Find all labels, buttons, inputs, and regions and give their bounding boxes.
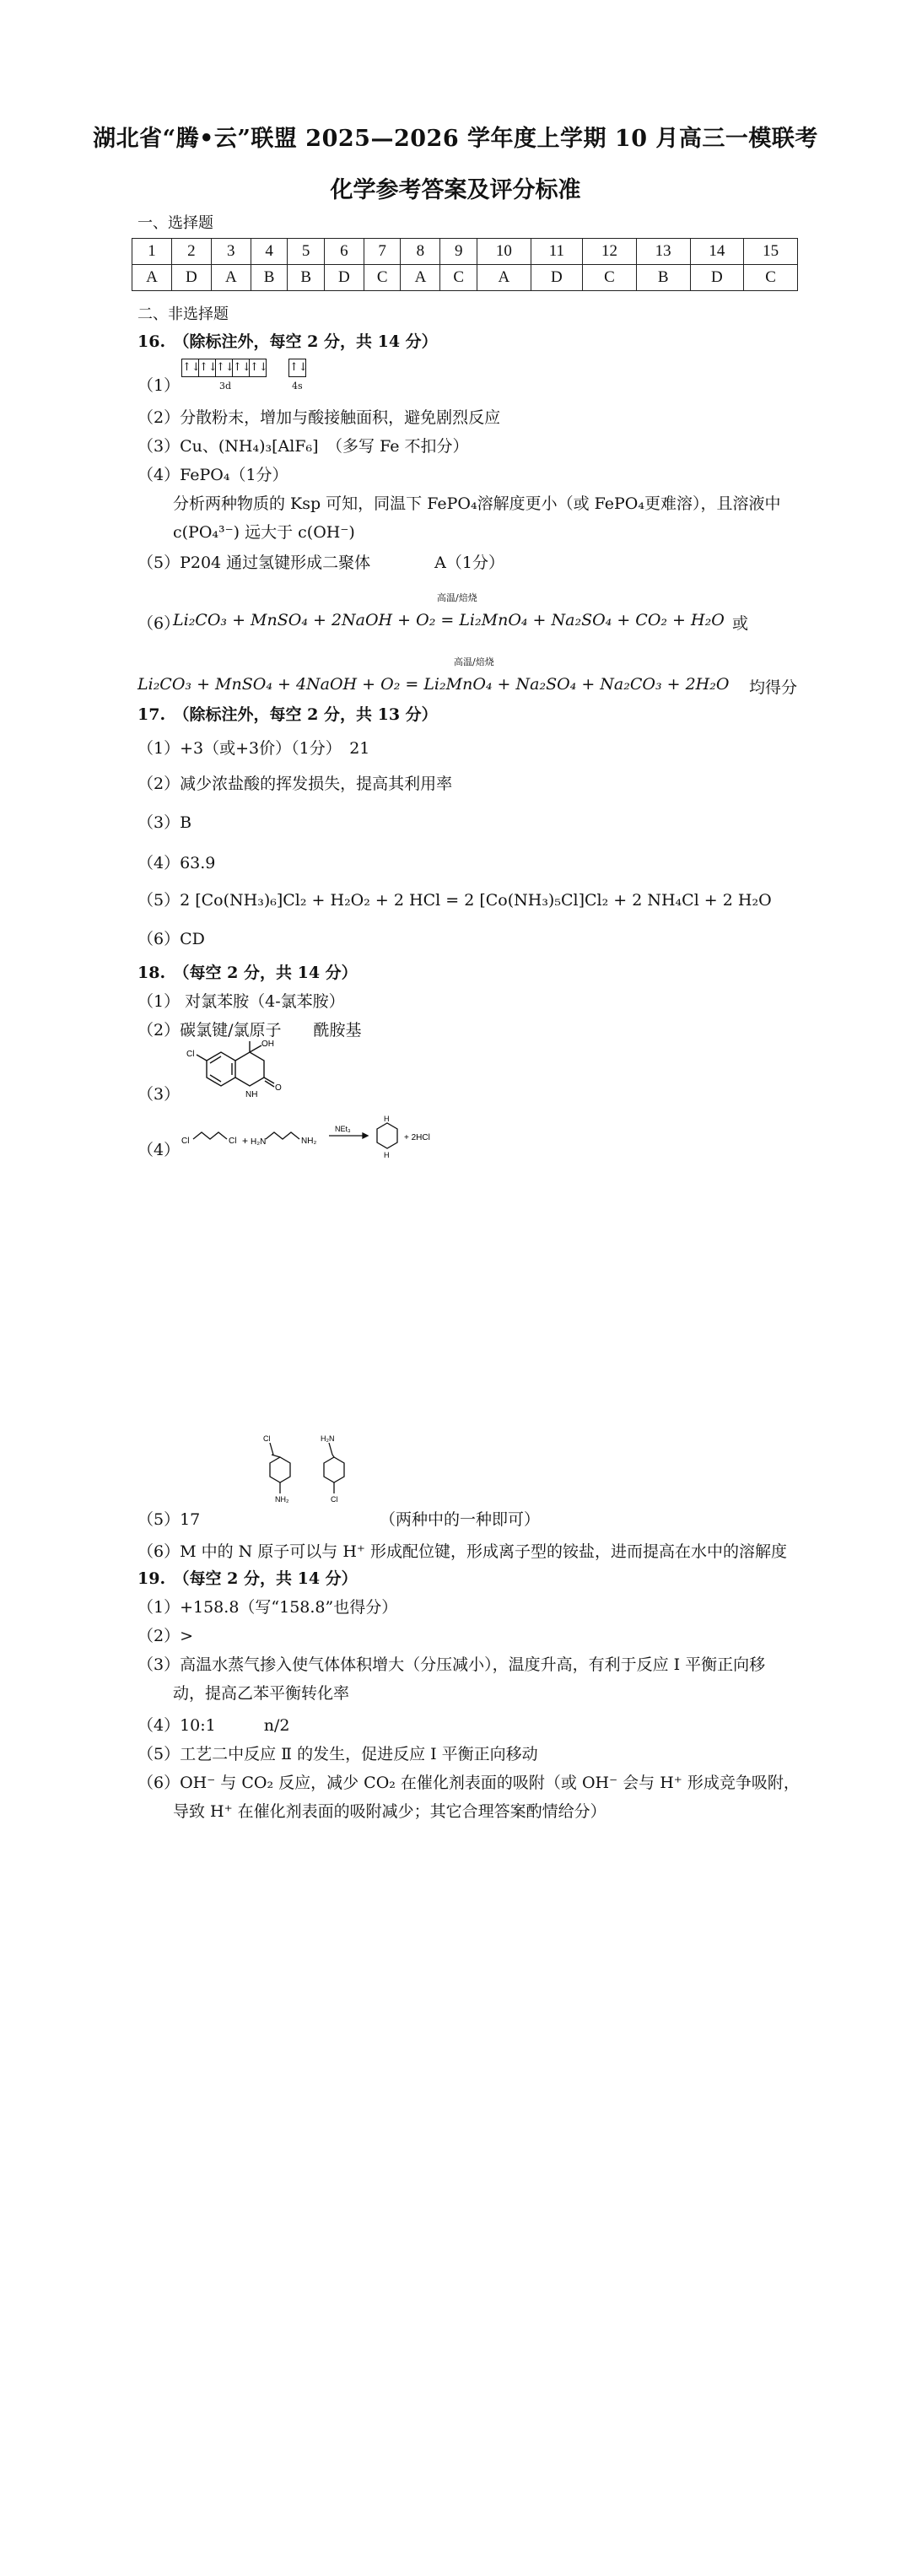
- question-number-cell: 6: [324, 239, 364, 265]
- orbital-3d-box: ↑↓: [181, 359, 199, 377]
- question-number-cell: 8: [401, 239, 440, 265]
- equation-2: Li₂CO₃ + MnSO₄ + 4NaOH + O₂ = Li₂MnO₄ + Na₂SO₄ + Na₂CO₃ + 2H₂O: [137, 675, 730, 694]
- svg-text:NH₂: NH₂: [275, 1495, 289, 1504]
- svg-text:H: H: [384, 1115, 390, 1123]
- orbital-3d-box: ↑↓: [249, 359, 267, 377]
- q16-part1-label: （1）: [137, 376, 181, 395]
- svg-text:NH: NH: [245, 1090, 258, 1099]
- rxn-condition: NEt₃: [335, 1125, 351, 1133]
- q16-part2: （2）分散粉末，增加与酸接触面积，避免剧烈反应: [137, 408, 501, 427]
- svg-text:H₂N: H₂N: [251, 1137, 267, 1147]
- svg-text:Cl: Cl: [186, 1050, 195, 1059]
- q19-part3b: 动，提高乙苯平衡转化率: [173, 1684, 350, 1703]
- isomer-structures: [253, 1434, 371, 1527]
- q19-part2: （2）>: [137, 1627, 194, 1645]
- question-number-cell: 4: [251, 239, 288, 265]
- answer-cell: A: [211, 265, 251, 291]
- q16-part4-note2: c(PO₄³⁻) 远大于 c(OH⁻): [173, 523, 355, 542]
- q18-part6: （6）M 中的 N 原子可以与 H⁺ 形成配位键，形成离子型的铵盐，进而提高在水中的溶解度: [137, 1542, 787, 1561]
- q18-header: 18. （每空 2 分，共 14 分）: [137, 964, 358, 982]
- q17-part5: （5）2 [Co(NH₃)₆]Cl₂ + H₂O₂ + 2 HCl = 2 [Co(NH₃)₅Cl]Cl₂ + 2 NH₄Cl + 2 H₂O: [137, 891, 772, 910]
- answer-cell: D: [324, 265, 364, 291]
- piperazine-reaction: [181, 1114, 451, 1164]
- q19-header: 19. （每空 2 分，共 14 分）: [137, 1569, 358, 1588]
- svg-text:Cl: Cl: [229, 1137, 237, 1146]
- answer-cell: B: [288, 265, 325, 291]
- q16-part4-note1: 分析两种物质的 Ksp 可知，同温下 FePO₄溶解度更小（或 FePO₄更难溶），且溶液中: [173, 494, 781, 513]
- q19-part6b: 导致 H⁺ 在催化剂表面的吸附减少；其它合理答案酌情给分）: [173, 1802, 606, 1821]
- q19-part4: （4）10:1 n/2: [137, 1716, 290, 1735]
- svg-text:Cl: Cl: [263, 1434, 271, 1443]
- question-number-cell: 13: [636, 239, 690, 265]
- question-number-row: [132, 239, 798, 265]
- orbital-3d-box: ↑↓: [215, 359, 233, 377]
- question-number-cell: 12: [583, 239, 637, 265]
- rxn-byproduct: + 2HCl: [404, 1133, 430, 1142]
- q16-header: 16. （除标注外，每空 2 分，共 14 分）: [137, 332, 438, 351]
- answer-cell: A: [477, 265, 531, 291]
- svg-text:Cl: Cl: [181, 1137, 190, 1146]
- q17-part1: （1）+3（或+3价）（1分） 21: [137, 739, 370, 758]
- answer-row: [132, 265, 798, 291]
- answer-cell: C: [583, 265, 637, 291]
- question-number-cell: 14: [690, 239, 744, 265]
- q17-part2: （2）减少浓盐酸的挥发损失，提高其利用率: [137, 775, 453, 793]
- quinolinone-structure: [181, 1040, 291, 1115]
- question-number-cell: 5: [288, 239, 325, 265]
- question-number-cell: 15: [744, 239, 798, 265]
- q19-part1: （1）+158.8（写“158.8”也得分）: [137, 1598, 398, 1617]
- orbital-4s-box: ↑↓: [288, 359, 306, 377]
- answer-cell: C: [744, 265, 798, 291]
- q19-part3a: （3）高温水蒸气掺入使气体体积增大（分压减小），温度升高，有利于反应 Ⅰ 平衡正向移: [137, 1655, 766, 1674]
- answer-cell: C: [440, 265, 477, 291]
- answer-cell: D: [531, 265, 582, 291]
- svg-text:Cl: Cl: [331, 1495, 338, 1504]
- question-number-cell: 1: [132, 239, 172, 265]
- answer-cell: B: [251, 265, 288, 291]
- svg-text:NH₂: NH₂: [301, 1137, 317, 1146]
- choice-answer-table: [132, 238, 798, 291]
- q19-part5: （5）工艺二中反应 Ⅱ 的发生，促进反应 Ⅰ 平衡正向移动: [137, 1745, 538, 1763]
- orbital-3d-box: ↑↓: [232, 359, 250, 377]
- q16-part4: （4）FePO₄（1分）: [137, 466, 288, 484]
- q17-part3: （3）B: [137, 813, 192, 832]
- q18-part5: （5）17: [137, 1510, 201, 1529]
- eq1-condition: 高温/焙烧: [437, 592, 477, 603]
- q17-header: 17. （除标注外，每空 2 分，共 13 分）: [137, 705, 438, 724]
- svg-text:OH: OH: [261, 1040, 274, 1049]
- q18-part1: （1） 对氯苯胺（4-氯苯胺）: [137, 992, 345, 1011]
- q18-part5-note: （两种中的一种即可）: [380, 1510, 541, 1529]
- q18-part2: （2）碳氯键/氯原子 酰胺基: [137, 1021, 362, 1040]
- answer-cell: C: [364, 265, 401, 291]
- q16-part5: （5）P204 通过氢键形成二聚体 A（1分）: [137, 554, 504, 572]
- svg-text:O: O: [275, 1083, 282, 1093]
- eq1-or: 或: [732, 614, 749, 633]
- q17-part6: （6）CD: [137, 930, 205, 948]
- q18-part3: （3）: [137, 1085, 181, 1104]
- q16-part6-label: （6）: [137, 614, 181, 633]
- question-number-cell: 9: [440, 239, 477, 265]
- equation-1: Li₂CO₃ + MnSO₄ + 2NaOH + O₂ = Li₂MnO₄ + Na₂SO₄ + CO₂ + H₂O: [173, 611, 725, 629]
- section2-heading: 二、非选择题: [137, 305, 229, 323]
- answer-cell: A: [132, 265, 172, 291]
- answer-cell: D: [171, 265, 211, 291]
- answer-cell: B: [636, 265, 690, 291]
- answer-cell: D: [690, 265, 744, 291]
- document-title: 湖北省“腾•云”联盟 2025—2026 学年度上学期 10 月高三一模联考: [93, 126, 818, 152]
- question-number-cell: 7: [364, 239, 401, 265]
- question-number-cell: 2: [171, 239, 211, 265]
- orbital-4s-label: 4s: [292, 381, 303, 392]
- q16-part3: （3）Cu、(NH₄)₃[AlF₆] （多写 Fe 不扣分）: [137, 437, 469, 456]
- q18-part4: （4）: [137, 1141, 181, 1159]
- document-subtitle: 化学参考答案及评分标准: [330, 177, 581, 203]
- orbital-3d-box: ↑↓: [198, 359, 216, 377]
- q19-part6a: （6）OH⁻ 与 CO₂ 反应，减少 CO₂ 在催化剂表面的吸附（或 OH⁻ 会与 H⁺ 形成竞争吸附，: [137, 1774, 800, 1792]
- question-number-cell: 11: [531, 239, 582, 265]
- section1-heading: 一、选择题: [137, 214, 213, 232]
- q17-part4: （4）63.9: [137, 854, 216, 872]
- eq2-tail: 均得分: [749, 678, 798, 697]
- eq2-condition: 高温/焙烧: [454, 656, 494, 667]
- orbital-3d-label: 3d: [219, 381, 232, 392]
- rxn-plus-sign: +: [242, 1135, 249, 1147]
- svg-text:H: H: [384, 1151, 390, 1159]
- question-number-cell: 10: [477, 239, 531, 265]
- svg-text:H₂N: H₂N: [321, 1434, 335, 1443]
- answer-cell: A: [401, 265, 440, 291]
- question-number-cell: 3: [211, 239, 251, 265]
